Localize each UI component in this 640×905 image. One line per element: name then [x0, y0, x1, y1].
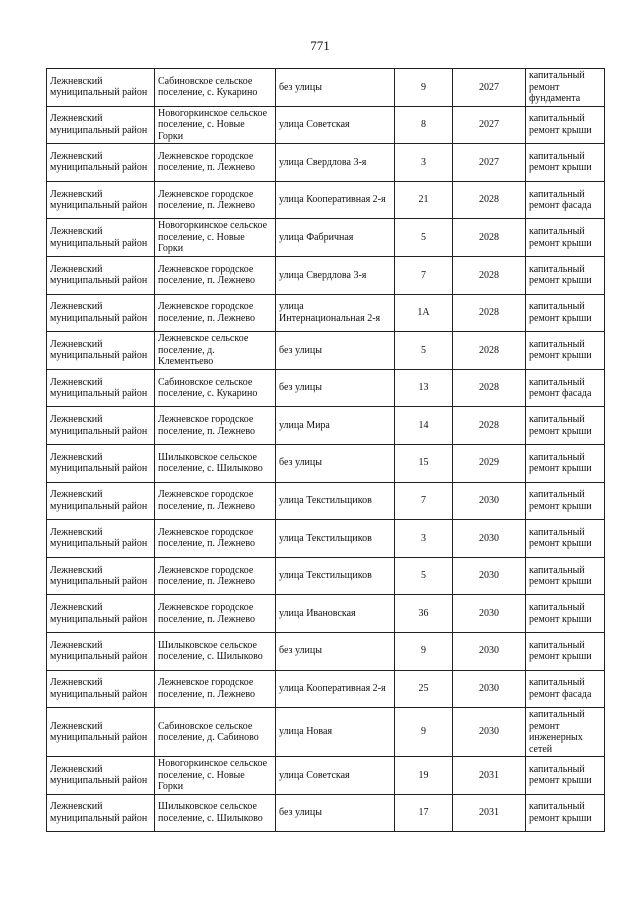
work-type-cell: капитальный ремонт крыши: [526, 757, 605, 795]
settlement-cell: Лежневское городское поселение, п. Лежнево: [155, 294, 276, 332]
street-cell: улица Мира: [276, 407, 395, 445]
settlement-cell: Лежневское городское поселение, п. Лежнево: [155, 144, 276, 182]
work-type-cell: капитальный ремонт крыши: [526, 482, 605, 520]
table-row: [47, 332, 605, 370]
district-cell: Лежневский муниципальный район: [47, 670, 155, 708]
house-number-cell: 8: [395, 106, 453, 144]
district-cell: Лежневский муниципальный район: [47, 520, 155, 558]
year-cell: 2028: [453, 407, 526, 445]
street-cell: улица Советская: [276, 106, 395, 144]
table-row: [47, 369, 605, 407]
year-cell: 2027: [453, 69, 526, 107]
street-cell: улица Интернациональная 2-я: [276, 294, 395, 332]
street-cell: улица Кооперативная 2-я: [276, 181, 395, 219]
district-cell: Лежневский муниципальный район: [47, 407, 155, 445]
street-cell: улица Фабричная: [276, 219, 395, 257]
street-cell: без улицы: [276, 332, 395, 370]
year-cell: 2031: [453, 757, 526, 795]
year-cell: 2030: [453, 632, 526, 670]
settlement-cell: Лежневское городское поселение, п. Лежнево: [155, 407, 276, 445]
page-number: 771: [310, 38, 330, 53]
table-row: [47, 557, 605, 595]
settlement-cell: Сабиновское сельское поселение, с. Кукарино: [155, 69, 276, 107]
year-cell: 2031: [453, 794, 526, 832]
work-type-cell: капитальный ремонт фундамента: [526, 69, 605, 107]
work-type-cell: капитальный ремонт инженерных сетей: [526, 708, 605, 757]
work-type-cell: капитальный ремонт крыши: [526, 294, 605, 332]
house-number-cell: 7: [395, 482, 453, 520]
street-cell: улица Новая: [276, 708, 395, 757]
district-cell: Лежневский муниципальный район: [47, 106, 155, 144]
year-cell: 2027: [453, 106, 526, 144]
settlement-cell: Лежневское городское поселение, п. Лежнево: [155, 482, 276, 520]
work-type-cell: капитальный ремонт крыши: [526, 407, 605, 445]
house-number-cell: 13: [395, 369, 453, 407]
table-row: [47, 708, 605, 757]
district-cell: Лежневский муниципальный район: [47, 219, 155, 257]
settlement-cell: Лежневское городское поселение, п. Лежнево: [155, 181, 276, 219]
work-type-cell: капитальный ремонт крыши: [526, 332, 605, 370]
settlement-cell: Новогоркинское сельское поселение, с. Новые Горки: [155, 106, 276, 144]
settlement-cell: Шилыковское сельское поселение, с. Шилыково: [155, 632, 276, 670]
street-cell: улица Свердлова 3-я: [276, 144, 395, 182]
house-number-cell: 9: [395, 69, 453, 107]
street-cell: без улицы: [276, 69, 395, 107]
house-number-cell: 3: [395, 144, 453, 182]
work-type-cell: капитальный ремонт крыши: [526, 520, 605, 558]
street-cell: улица Свердлова 3-я: [276, 256, 395, 294]
work-type-cell: капитальный ремонт фасада: [526, 369, 605, 407]
work-type-cell: капитальный ремонт крыши: [526, 632, 605, 670]
district-cell: Лежневский муниципальный район: [47, 369, 155, 407]
street-cell: без улицы: [276, 444, 395, 482]
settlement-cell: Шилыковское сельское поселение, с. Шилыково: [155, 444, 276, 482]
table-row: [47, 757, 605, 795]
table-row: [47, 520, 605, 558]
table-row: [47, 632, 605, 670]
house-number-cell: 3: [395, 520, 453, 558]
district-cell: Лежневский муниципальный район: [47, 332, 155, 370]
year-cell: 2028: [453, 219, 526, 257]
street-cell: без улицы: [276, 632, 395, 670]
year-cell: 2030: [453, 482, 526, 520]
house-number-cell: 19: [395, 757, 453, 795]
house-number-cell: 14: [395, 407, 453, 445]
work-type-cell: капитальный ремонт крыши: [526, 144, 605, 182]
settlement-cell: Сабиновское сельское поселение, д. Сабиново: [155, 708, 276, 757]
settlement-cell: Шилыковское сельское поселение, с. Шилыково: [155, 794, 276, 832]
settlement-cell: Лежневское сельское поселение, д. Клементьево: [155, 332, 276, 370]
table-row: [47, 219, 605, 257]
street-cell: улица Кооперативная 2-я: [276, 670, 395, 708]
district-cell: Лежневский муниципальный район: [47, 632, 155, 670]
settlement-cell: Лежневское городское поселение, п. Лежнево: [155, 595, 276, 633]
street-cell: улица Советская: [276, 757, 395, 795]
year-cell: 2027: [453, 144, 526, 182]
district-cell: Лежневский муниципальный район: [47, 444, 155, 482]
year-cell: 2029: [453, 444, 526, 482]
house-number-cell: 17: [395, 794, 453, 832]
year-cell: 2028: [453, 294, 526, 332]
work-type-cell: капитальный ремонт крыши: [526, 595, 605, 633]
table-row: [47, 256, 605, 294]
district-cell: Лежневский муниципальный район: [47, 794, 155, 832]
table-row: [47, 106, 605, 144]
work-type-cell: капитальный ремонт крыши: [526, 219, 605, 257]
table-row: [47, 794, 605, 832]
district-cell: Лежневский муниципальный район: [47, 69, 155, 107]
settlement-cell: Сабиновское сельское поселение, с. Кукарино: [155, 369, 276, 407]
house-number-cell: 7: [395, 256, 453, 294]
table-body: [47, 69, 605, 832]
table-row: [47, 181, 605, 219]
street-cell: без улицы: [276, 794, 395, 832]
work-type-cell: капитальный ремонт фасада: [526, 181, 605, 219]
year-cell: 2030: [453, 708, 526, 757]
house-number-cell: 15: [395, 444, 453, 482]
district-cell: Лежневский муниципальный район: [47, 757, 155, 795]
house-number-cell: 1А: [395, 294, 453, 332]
table-row: [47, 670, 605, 708]
year-cell: 2028: [453, 256, 526, 294]
work-type-cell: капитальный ремонт крыши: [526, 256, 605, 294]
year-cell: 2030: [453, 595, 526, 633]
year-cell: 2030: [453, 520, 526, 558]
district-cell: Лежневский муниципальный район: [47, 557, 155, 595]
district-cell: Лежневский муниципальный район: [47, 181, 155, 219]
year-cell: 2030: [453, 670, 526, 708]
year-cell: 2030: [453, 557, 526, 595]
table-row: [47, 69, 605, 107]
work-type-cell: капитальный ремонт крыши: [526, 106, 605, 144]
district-cell: Лежневский муниципальный район: [47, 708, 155, 757]
table-row: [47, 482, 605, 520]
table-row: [47, 595, 605, 633]
district-cell: Лежневский муниципальный район: [47, 294, 155, 332]
street-cell: без улицы: [276, 369, 395, 407]
settlement-cell: Лежневское городское поселение, п. Лежнево: [155, 557, 276, 595]
house-number-cell: 25: [395, 670, 453, 708]
table-row: [47, 144, 605, 182]
year-cell: 2028: [453, 332, 526, 370]
house-number-cell: 21: [395, 181, 453, 219]
house-number-cell: 9: [395, 708, 453, 757]
table-row: [47, 294, 605, 332]
house-number-cell: 5: [395, 332, 453, 370]
table-row: [47, 444, 605, 482]
work-type-cell: капитальный ремонт крыши: [526, 794, 605, 832]
district-cell: Лежневский муниципальный район: [47, 256, 155, 294]
street-cell: улица Текстильщиков: [276, 482, 395, 520]
settlement-cell: Лежневское городское поселение, п. Лежнево: [155, 256, 276, 294]
district-cell: Лежневский муниципальный район: [47, 144, 155, 182]
repair-schedule-table: [46, 68, 605, 832]
work-type-cell: капитальный ремонт фасада: [526, 670, 605, 708]
settlement-cell: Новогоркинское сельское поселение, с. Новые Горки: [155, 219, 276, 257]
year-cell: 2028: [453, 369, 526, 407]
settlement-cell: Лежневское городское поселение, п. Лежнево: [155, 670, 276, 708]
year-cell: 2028: [453, 181, 526, 219]
district-cell: Лежневский муниципальный район: [47, 595, 155, 633]
house-number-cell: 5: [395, 557, 453, 595]
street-cell: улица Текстильщиков: [276, 557, 395, 595]
settlement-cell: Новогоркинское сельское поселение, с. Новые Горки: [155, 757, 276, 795]
street-cell: улица Ивановская: [276, 595, 395, 633]
table-row: [47, 407, 605, 445]
work-type-cell: капитальный ремонт крыши: [526, 444, 605, 482]
house-number-cell: 5: [395, 219, 453, 257]
street-cell: улица Текстильщиков: [276, 520, 395, 558]
house-number-cell: 36: [395, 595, 453, 633]
work-type-cell: капитальный ремонт крыши: [526, 557, 605, 595]
house-number-cell: 9: [395, 632, 453, 670]
district-cell: Лежневский муниципальный район: [47, 482, 155, 520]
settlement-cell: Лежневское городское поселение, п. Лежнево: [155, 520, 276, 558]
